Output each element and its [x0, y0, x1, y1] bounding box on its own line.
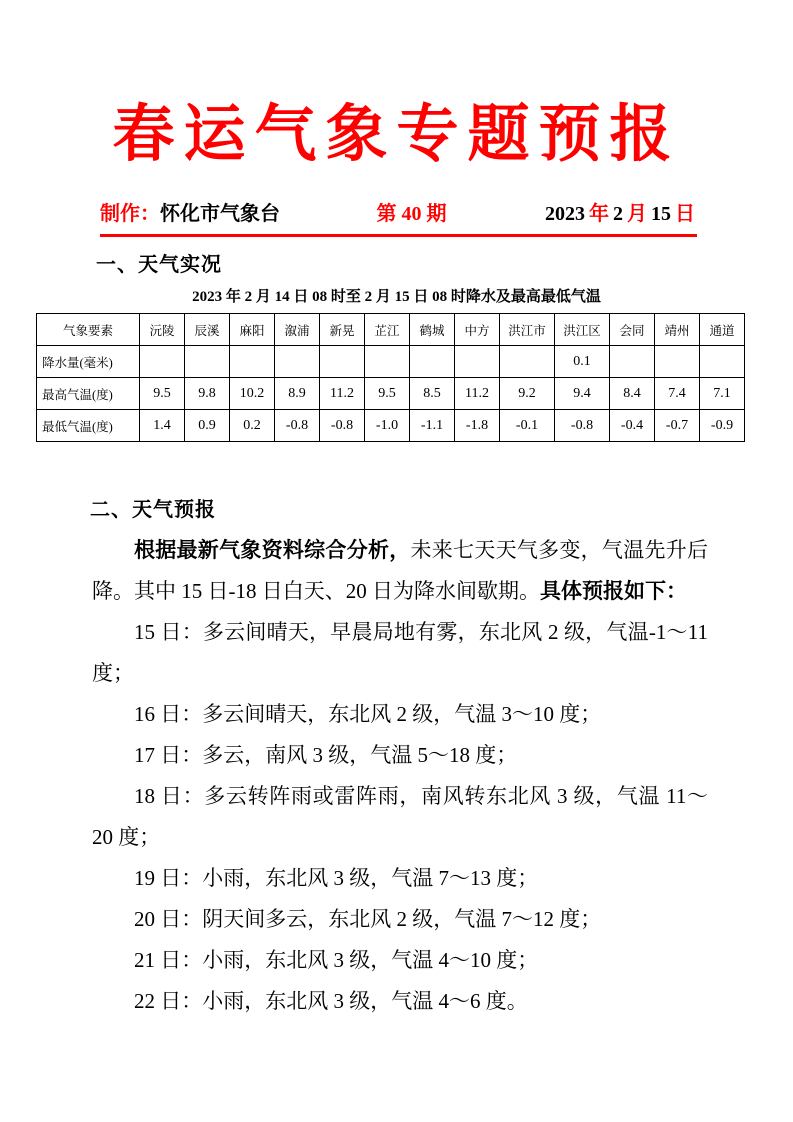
header-cell-city: 通道: [700, 314, 745, 346]
header-cell-city: 洪江市: [500, 314, 555, 346]
header-cell-city: 新晃: [320, 314, 365, 346]
cell-value: 9.5: [365, 378, 410, 410]
table-header-row: [37, 314, 745, 346]
cell-value: -0.7: [655, 410, 700, 442]
header-cell-city: 辰溪: [185, 314, 230, 346]
cell-value: 1.4: [140, 410, 185, 442]
date-month: 2: [613, 203, 623, 225]
cell-value: [655, 346, 700, 378]
cell-value: -1.1: [410, 410, 455, 442]
observation-table-title: 2023 年 2 月 14 日 08 时至 2 月 15 日 08 时降水及最高最低气温: [192, 289, 601, 305]
header-cell-city: 会同: [610, 314, 655, 346]
forecast-intro: [92, 530, 708, 612]
cell-value: 11.2: [455, 378, 500, 410]
header-cell-city: 沅陵: [140, 314, 185, 346]
date-month-unit: 月: [627, 203, 647, 225]
header-cell-city: 溆浦: [275, 314, 320, 346]
cell-value: [230, 346, 275, 378]
forecast-day-18: 18 日：多云转阵雨或雷阵雨，南风转东北风 3 级，气温 11～20 度；: [92, 784, 708, 849]
header-cell-city: 麻阳: [230, 314, 275, 346]
header-cell-city: 靖州: [655, 314, 700, 346]
issue-number: 第 40 期: [376, 203, 447, 225]
header-cell-city: 芷江: [365, 314, 410, 346]
forecast-section: [92, 496, 708, 1022]
observation-table: [36, 313, 745, 442]
cell-value: 7.1: [700, 378, 745, 410]
row-label: 最低气温(度): [37, 410, 140, 442]
forecast-day-17: 17 日：多云，南风 3 级，气温 5～18 度；: [134, 743, 518, 767]
cell-value: 11.2: [320, 378, 365, 410]
date-year-unit: 年: [589, 203, 609, 225]
producer-label: 制作：: [100, 203, 160, 225]
cell-value: -0.1: [500, 410, 555, 442]
cell-value: 9.8: [185, 378, 230, 410]
forecast-day-22: 22 日：小雨，东北风 3 级，气温 4～6 度。: [134, 989, 528, 1013]
cell-value: -0.8: [275, 410, 320, 442]
cell-value: [365, 346, 410, 378]
date-year: 2023: [545, 203, 585, 225]
header-cell-city: 中方: [455, 314, 500, 346]
cell-value: [455, 346, 500, 378]
header-cell-city: 洪江区: [555, 314, 610, 346]
producer-value: 怀化市气象台: [160, 203, 280, 225]
table-row-max-temp: [37, 378, 745, 410]
cell-value: 8.4: [610, 378, 655, 410]
forecast-day-21: 21 日：小雨，东北风 3 级，气温 4～10 度；: [134, 948, 539, 972]
cell-value: 10.2: [230, 378, 275, 410]
cell-value: 8.9: [275, 378, 320, 410]
intro-bold-lead: 根据最新气象资料综合分析，: [134, 538, 411, 562]
cell-value: -0.9: [700, 410, 745, 442]
cell-value: -0.4: [610, 410, 655, 442]
cell-value: 9.5: [140, 378, 185, 410]
date-day: 15: [651, 203, 671, 225]
cell-value: [275, 346, 320, 378]
cell-value: [700, 346, 745, 378]
table-row-min-temp: [37, 410, 745, 442]
cell-value: [185, 346, 230, 378]
cell-value: -0.8: [555, 410, 610, 442]
forecast-day-20: 20 日：阴天间多云，东北风 2 级，气温 7～12 度；: [134, 907, 602, 931]
intro-regular: 未来七天天气多变，气温先升后降。其中 15 日-18 日白天、20 日为降水间歇期。: [92, 538, 708, 603]
intro-bold-tail: 具体预报如下：: [540, 579, 687, 603]
cell-value: 9.2: [500, 378, 555, 410]
cell-value: 0.1: [555, 346, 610, 378]
forecast-day-16: 16 日：多云间晴天，东北风 2 级，气温 3～10 度；: [134, 702, 602, 726]
cell-value: -0.8: [320, 410, 365, 442]
cell-value: -1.0: [365, 410, 410, 442]
cell-value: [140, 346, 185, 378]
header-cell-city: 鹤城: [410, 314, 455, 346]
meta-row: [100, 200, 697, 228]
cell-value: [610, 346, 655, 378]
row-label: 降水量(毫米): [37, 346, 140, 378]
cell-value: [320, 346, 365, 378]
header-divider: [100, 234, 697, 237]
document-title: 春运气象专题预报: [112, 101, 681, 169]
cell-value: [500, 346, 555, 378]
forecast-day-19: 19 日：小雨，东北风 3 级，气温 7～13 度；: [134, 866, 539, 890]
issue-date: [543, 200, 697, 228]
cell-value: 0.9: [185, 410, 230, 442]
producer: [100, 200, 280, 228]
cell-value: 0.2: [230, 410, 275, 442]
table-row-precipitation: [37, 346, 745, 378]
forecast-day-15: 15 日：多云间晴天，早晨局地有雾，东北风 2 级，气温-1～11 度；: [92, 620, 708, 685]
section1-heading: 一、天气实况: [96, 254, 222, 276]
cell-value: 8.5: [410, 378, 455, 410]
section2-heading: 二、天气预报: [90, 499, 216, 521]
row-label: 最高气温(度): [37, 378, 140, 410]
cell-value: [410, 346, 455, 378]
cell-value: 9.4: [555, 378, 610, 410]
cell-value: 7.4: [655, 378, 700, 410]
date-day-unit: 日: [675, 203, 695, 225]
header-cell-element: 气象要素: [37, 314, 140, 346]
cell-value: -1.8: [455, 410, 500, 442]
